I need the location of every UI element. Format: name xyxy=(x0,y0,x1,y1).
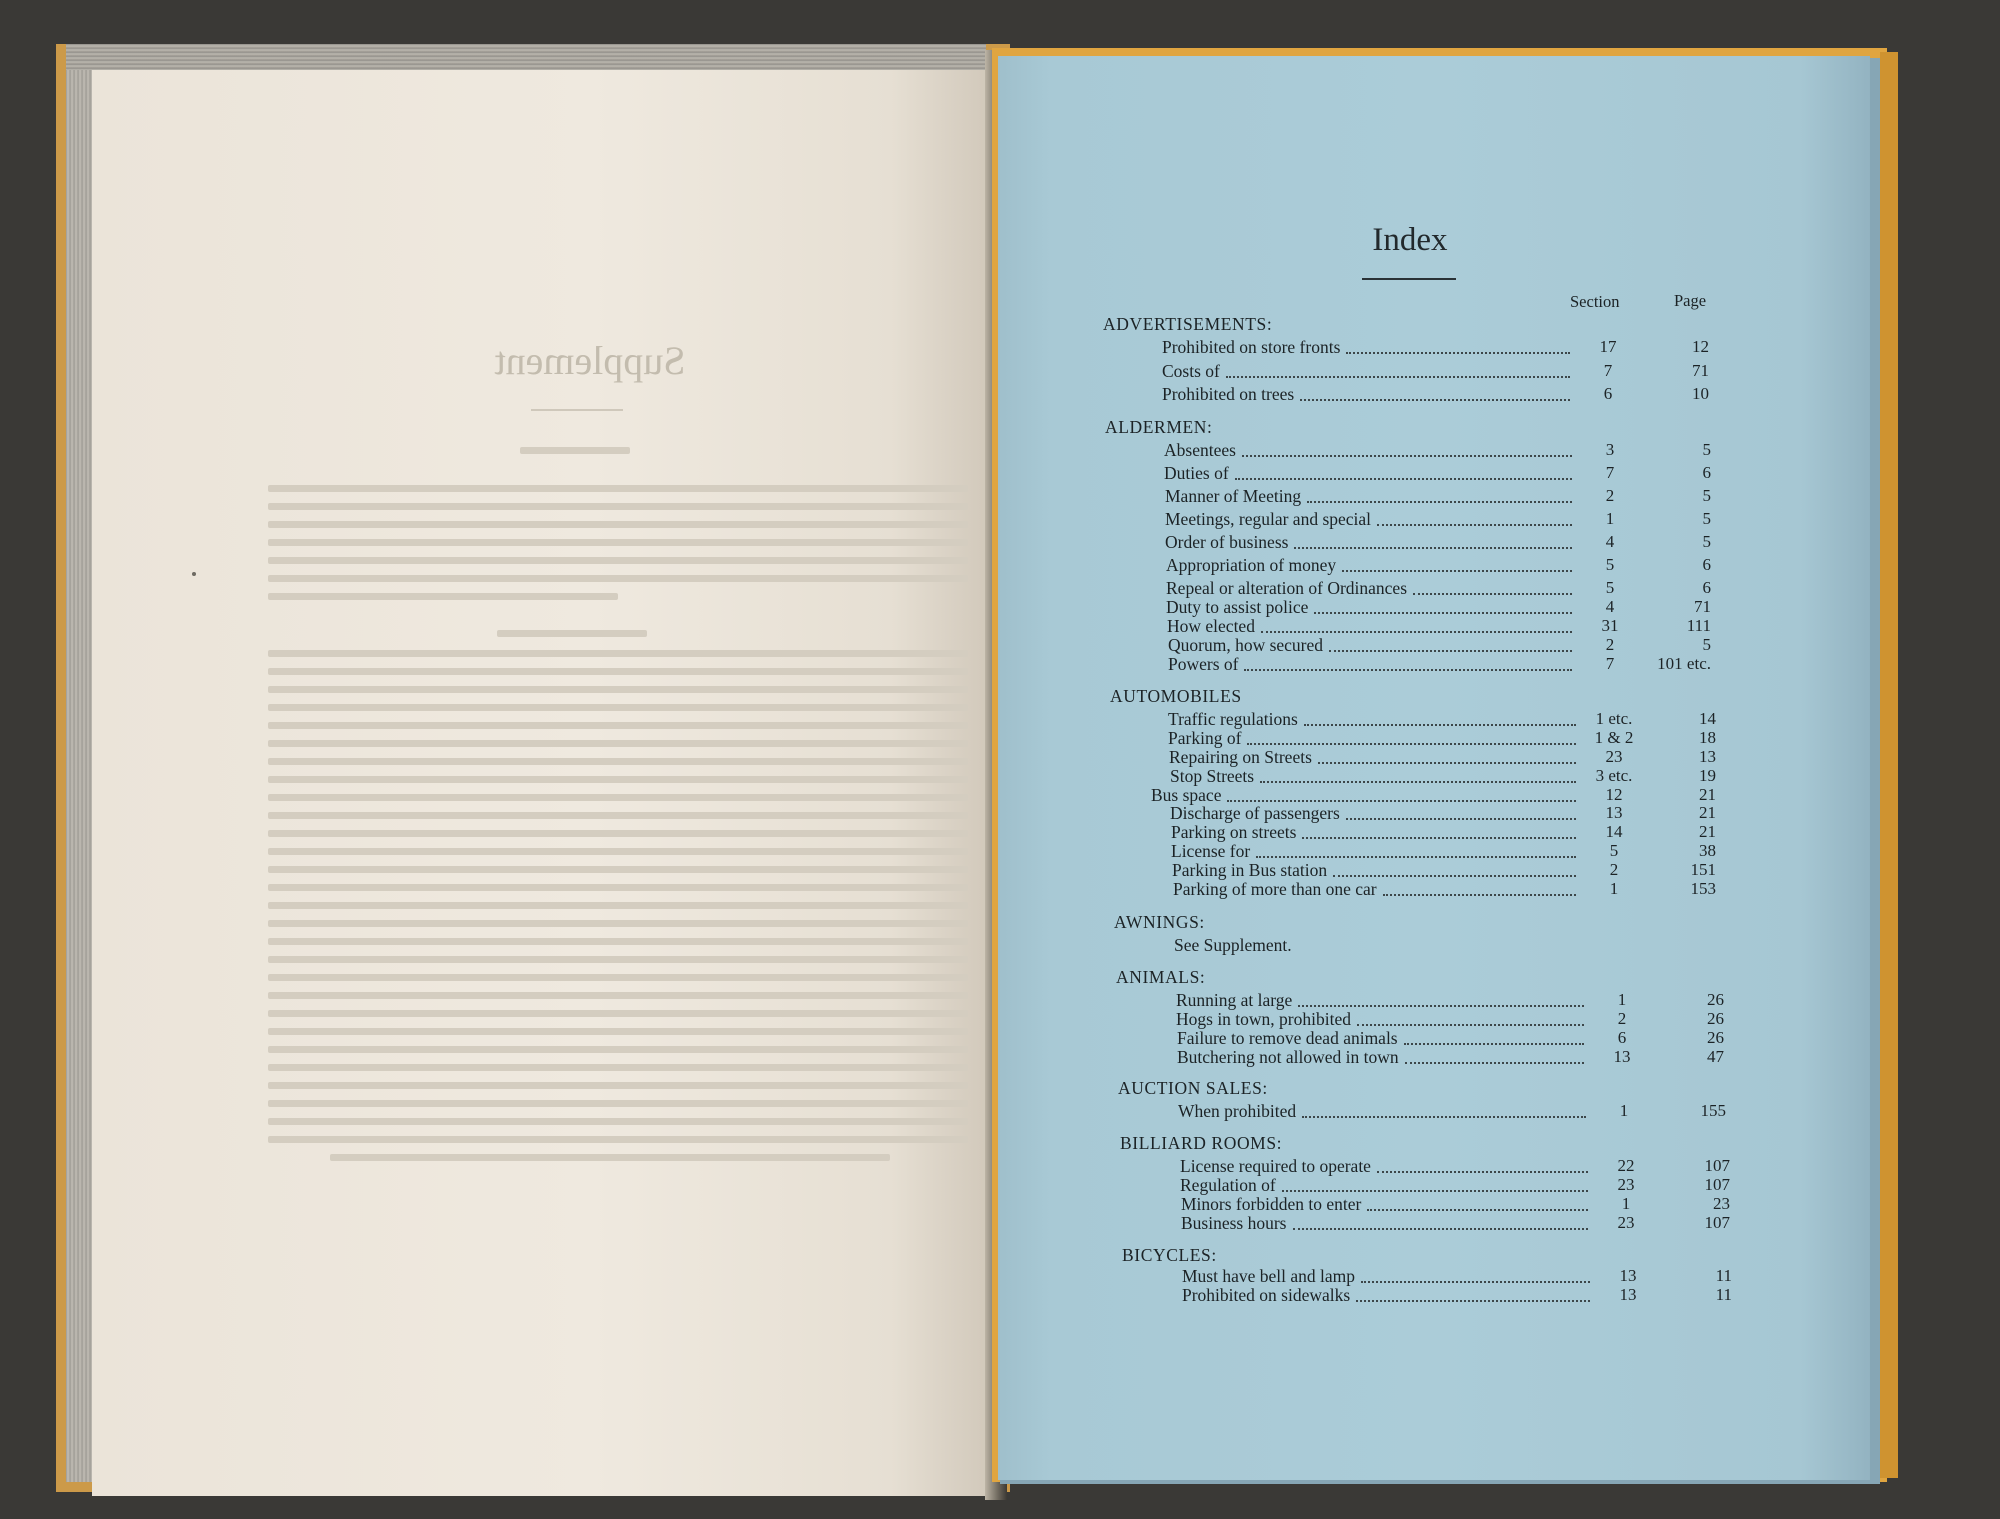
index-entry-section: 13 xyxy=(1605,803,1623,822)
show-through-line xyxy=(268,1028,968,1035)
index-heading: AUTOMOBILES xyxy=(1110,686,1242,706)
index-heading: ALDERMEN: xyxy=(1105,417,1213,437)
index-title: Index xyxy=(1372,222,1448,258)
dot-leader xyxy=(1361,1281,1590,1283)
index-entry-page: 5 xyxy=(1702,486,1711,505)
index-entry-page: 14 xyxy=(1699,709,1716,728)
index-entry-label: Order of business xyxy=(1165,532,1289,552)
dot-leader xyxy=(1302,1116,1586,1118)
index-entry-section: 5 xyxy=(1605,555,1615,574)
show-through-line xyxy=(268,830,968,837)
index-entry-label: When prohibited xyxy=(1178,1101,1297,1121)
dot-leader xyxy=(1413,593,1572,595)
index-entry-section: 23 xyxy=(1617,1213,1635,1232)
show-through-line xyxy=(268,722,968,729)
show-through-line xyxy=(268,1082,968,1089)
index-heading: AWNINGS: xyxy=(1114,912,1205,932)
paper-speck xyxy=(192,572,196,576)
dot-leader xyxy=(1302,837,1576,839)
index-entry-label: Failure to remove dead animals xyxy=(1177,1028,1398,1048)
dot-leader xyxy=(1307,501,1572,503)
show-through-line xyxy=(268,686,968,693)
index-entry-page: 11 xyxy=(1715,1266,1732,1285)
index-entry-section: 13 xyxy=(1619,1285,1637,1304)
index-entry-page: 23 xyxy=(1713,1194,1730,1213)
index-entry-label: Quorum, how secured xyxy=(1168,635,1324,655)
dot-leader xyxy=(1244,669,1572,671)
show-through-line xyxy=(268,485,968,492)
index-entry-label: Running at large xyxy=(1176,990,1293,1010)
index-entry-page: 19 xyxy=(1699,766,1716,785)
index-entry-page: 107 xyxy=(1704,1213,1730,1232)
dot-leader xyxy=(1282,1190,1588,1192)
show-through-line xyxy=(268,1046,968,1053)
index-entry-section: 7 xyxy=(1603,361,1613,380)
dot-leader xyxy=(1294,547,1572,549)
show-through-line xyxy=(268,740,968,747)
index-entry-section: 3 etc. xyxy=(1595,766,1633,785)
index-heading: AUCTION SALES: xyxy=(1118,1078,1268,1098)
index-entry-label: Appropriation of money xyxy=(1166,555,1337,575)
show-through-line xyxy=(330,1154,890,1161)
index-entry-page: 47 xyxy=(1707,1047,1724,1066)
index-entry-label: Repeal or alteration of Ordinances xyxy=(1166,578,1408,598)
index-entry-section: 23 xyxy=(1617,1175,1635,1194)
show-through-line xyxy=(268,866,968,873)
dot-leader xyxy=(1383,894,1576,896)
dot-leader xyxy=(1346,352,1570,354)
dot-leader xyxy=(1367,1209,1588,1211)
dot-leader xyxy=(1247,743,1576,745)
index-entry-label: Regulation of xyxy=(1180,1175,1276,1195)
index-entry-page: 5 xyxy=(1702,440,1711,459)
index-entry-page: 11 xyxy=(1715,1285,1732,1304)
dot-leader xyxy=(1377,524,1572,526)
dot-leader xyxy=(1342,570,1572,572)
dot-leader xyxy=(1293,1228,1589,1230)
index-entry-page: 6 xyxy=(1702,555,1711,574)
index-heading: ADVERTISEMENTS: xyxy=(1103,314,1273,334)
index-entry-label: Absentees xyxy=(1164,440,1236,460)
dot-leader xyxy=(1242,455,1572,457)
index-entry-section: 22 xyxy=(1617,1156,1635,1175)
index-entry-label: Repairing on Streets xyxy=(1169,747,1312,767)
dot-leader xyxy=(1300,399,1570,401)
index-entry-page: 107 xyxy=(1704,1156,1730,1175)
left-top-page-edge xyxy=(66,44,986,70)
show-through-line xyxy=(268,668,968,675)
index-entry-label: Parking on streets xyxy=(1171,822,1297,842)
index-entry-page: 21 xyxy=(1699,803,1716,822)
index-entry-page: 13 xyxy=(1699,747,1716,766)
show-through-line xyxy=(268,1118,968,1125)
index-entry-page: 5 xyxy=(1702,532,1711,551)
index-entry-label: Bus space xyxy=(1151,785,1222,805)
index-entry-label: See Supplement. xyxy=(1174,935,1292,955)
dot-leader xyxy=(1304,724,1576,726)
index-entry-section: 1 etc. xyxy=(1595,709,1633,728)
dot-leader xyxy=(1226,376,1570,378)
dot-leader xyxy=(1357,1024,1584,1026)
index-entry-label: Discharge of passengers xyxy=(1170,803,1340,823)
index-entry-section: 23 xyxy=(1605,747,1623,766)
index-entry-page: 10 xyxy=(1692,384,1709,403)
index-entry-section: 1 xyxy=(1609,879,1619,898)
index-entry-page: 18 xyxy=(1699,728,1716,747)
index-entry-label: Prohibited on sidewalks xyxy=(1182,1285,1351,1305)
right-cover-edge xyxy=(1880,52,1898,1478)
index-entry-label: Minors forbidden to enter xyxy=(1181,1194,1362,1214)
show-through-line xyxy=(268,1010,968,1017)
supplement-show-through-title: Supplement xyxy=(494,338,686,383)
dot-leader xyxy=(1346,818,1576,820)
show-through-heading xyxy=(497,630,647,637)
index-entry-section: 3 xyxy=(1605,440,1615,459)
index-entry-label: License for xyxy=(1171,841,1251,861)
index-heading: BICYCLES: xyxy=(1122,1245,1217,1265)
dot-leader xyxy=(1227,800,1576,802)
show-through-line xyxy=(268,938,968,945)
show-through-line xyxy=(268,650,968,657)
dot-leader xyxy=(1314,612,1572,614)
show-through-line xyxy=(268,704,968,711)
dot-leader xyxy=(1377,1171,1588,1173)
dot-leader xyxy=(1405,1062,1584,1064)
show-through-line xyxy=(268,776,968,783)
show-through-line xyxy=(268,539,968,546)
index-entry-page: 111 xyxy=(1686,616,1711,635)
index-entry-page: 26 xyxy=(1707,1028,1724,1047)
index-entry-page: 153 xyxy=(1690,879,1716,898)
index-entry-section: 4 xyxy=(1605,597,1615,616)
show-through-line xyxy=(268,848,968,855)
index-entry-page: 12 xyxy=(1692,337,1709,356)
index-entry-section: 12 xyxy=(1605,785,1623,804)
show-through-line xyxy=(268,1100,968,1107)
index-entry-label: Prohibited on trees xyxy=(1162,384,1295,404)
index-heading: ANIMALS: xyxy=(1116,967,1206,987)
index-entry-label: Parking of xyxy=(1168,728,1242,748)
index-entry-label: Parking in Bus station xyxy=(1172,860,1328,880)
index-entry-section: 2 xyxy=(1617,1009,1627,1028)
show-through-line xyxy=(268,1136,968,1143)
dot-leader xyxy=(1261,631,1572,633)
index-page xyxy=(998,56,1870,1480)
index-entry-label: Hogs in town, prohibited xyxy=(1176,1009,1351,1029)
index-entry-label: Parking of more than one car xyxy=(1173,879,1377,899)
index-entry-label: Must have bell and lamp xyxy=(1182,1266,1356,1286)
index-entry-page: 26 xyxy=(1707,1009,1724,1028)
dot-leader xyxy=(1329,650,1572,652)
index-entry-page: 5 xyxy=(1702,635,1711,654)
show-through-line xyxy=(268,575,968,582)
index-entry-section: 1 xyxy=(1605,509,1615,528)
show-through-heading xyxy=(520,447,630,454)
dot-leader xyxy=(1235,478,1572,480)
index-entry-section: 7 xyxy=(1605,654,1615,673)
index-entry-label: Butchering not allowed in town xyxy=(1177,1047,1399,1067)
index-entry-page: 21 xyxy=(1699,785,1716,804)
index-entry-page: 151 xyxy=(1690,860,1716,879)
index-entry-label: Prohibited on store fronts xyxy=(1162,337,1341,357)
index-entry-section: 1 xyxy=(1621,1194,1631,1213)
index-entry-section: 6 xyxy=(1617,1028,1627,1047)
index-entry-label: Manner of Meeting xyxy=(1165,486,1302,506)
index-entry-section: 13 xyxy=(1619,1266,1637,1285)
index-entry-page: 101 etc. xyxy=(1657,654,1711,673)
dot-leader xyxy=(1356,1300,1590,1302)
index-entry-section: 1 & 2 xyxy=(1594,728,1634,747)
index-entry-section: 2 xyxy=(1605,486,1615,505)
index-heading: BILLIARD ROOMS: xyxy=(1120,1133,1283,1153)
index-entry-section: 5 xyxy=(1605,578,1615,597)
show-through-line xyxy=(268,521,968,528)
dot-leader xyxy=(1404,1043,1584,1045)
index-entry-page: 5 xyxy=(1702,509,1711,528)
index-entry-section: 6 xyxy=(1603,384,1613,403)
dot-leader xyxy=(1260,781,1576,783)
index-entry-section: 31 xyxy=(1601,616,1619,635)
index-entry-page: 21 xyxy=(1699,822,1716,841)
dot-leader xyxy=(1318,762,1576,764)
show-through-line xyxy=(268,902,968,909)
index-entry-section: 7 xyxy=(1605,463,1615,482)
index-entry-section: 17 xyxy=(1599,337,1617,356)
index-entry-page: 38 xyxy=(1699,841,1716,860)
show-through-line xyxy=(268,956,968,963)
index-title-rule xyxy=(1362,278,1456,280)
index-entry-label: Meetings, regular and special xyxy=(1165,509,1372,529)
column-header-section: Section xyxy=(1570,292,1620,311)
index-entry-page: 26 xyxy=(1707,990,1724,1009)
show-through-line xyxy=(268,758,968,765)
index-entry-section: 4 xyxy=(1605,532,1615,551)
index-entry-label: How elected xyxy=(1167,616,1255,636)
column-header-page: Page xyxy=(1674,291,1707,310)
index-entry-section: 13 xyxy=(1613,1047,1631,1066)
index-entry-page: 107 xyxy=(1704,1175,1730,1194)
index-entry-label: Duties of xyxy=(1164,463,1229,483)
index-entry-label: Business hours xyxy=(1181,1213,1287,1233)
show-through-line xyxy=(268,812,968,819)
dot-leader xyxy=(1256,856,1576,858)
dot-leader xyxy=(1333,875,1576,877)
show-through-line xyxy=(268,503,968,510)
dot-leader xyxy=(1298,1005,1584,1007)
index-entry-page: 155 xyxy=(1700,1101,1726,1120)
index-entry-section: 2 xyxy=(1605,635,1615,654)
index-entry-label: Duty to assist police xyxy=(1166,597,1309,617)
index-entry-label: Traffic regulations xyxy=(1168,709,1298,729)
index-entry-page: 6 xyxy=(1702,578,1711,597)
index-entry-label: Stop Streets xyxy=(1170,766,1255,786)
index-entry-section: 5 xyxy=(1609,841,1619,860)
index-entry-section: 1 xyxy=(1619,1101,1629,1120)
index-entry-label: Powers of xyxy=(1168,654,1239,674)
show-through-line xyxy=(268,974,968,981)
index-entry-label: License required to operate xyxy=(1180,1156,1371,1176)
index-entry-label: Costs of xyxy=(1162,361,1220,381)
index-entry-page: 71 xyxy=(1692,361,1709,380)
supplement-show-through-rule xyxy=(531,409,623,411)
show-through-line xyxy=(268,593,618,600)
show-through-line xyxy=(268,794,968,801)
show-through-line xyxy=(268,920,968,927)
index-entry-page: 6 xyxy=(1702,463,1711,482)
index-entry-page: 71 xyxy=(1694,597,1711,616)
index-entry-section: 1 xyxy=(1617,990,1627,1009)
show-through-line xyxy=(268,992,968,999)
index-entry-section: 2 xyxy=(1609,860,1619,879)
show-through-line xyxy=(268,1064,968,1071)
show-through-line xyxy=(268,557,968,564)
show-through-line xyxy=(268,884,968,891)
index-entry-section: 14 xyxy=(1605,822,1623,841)
